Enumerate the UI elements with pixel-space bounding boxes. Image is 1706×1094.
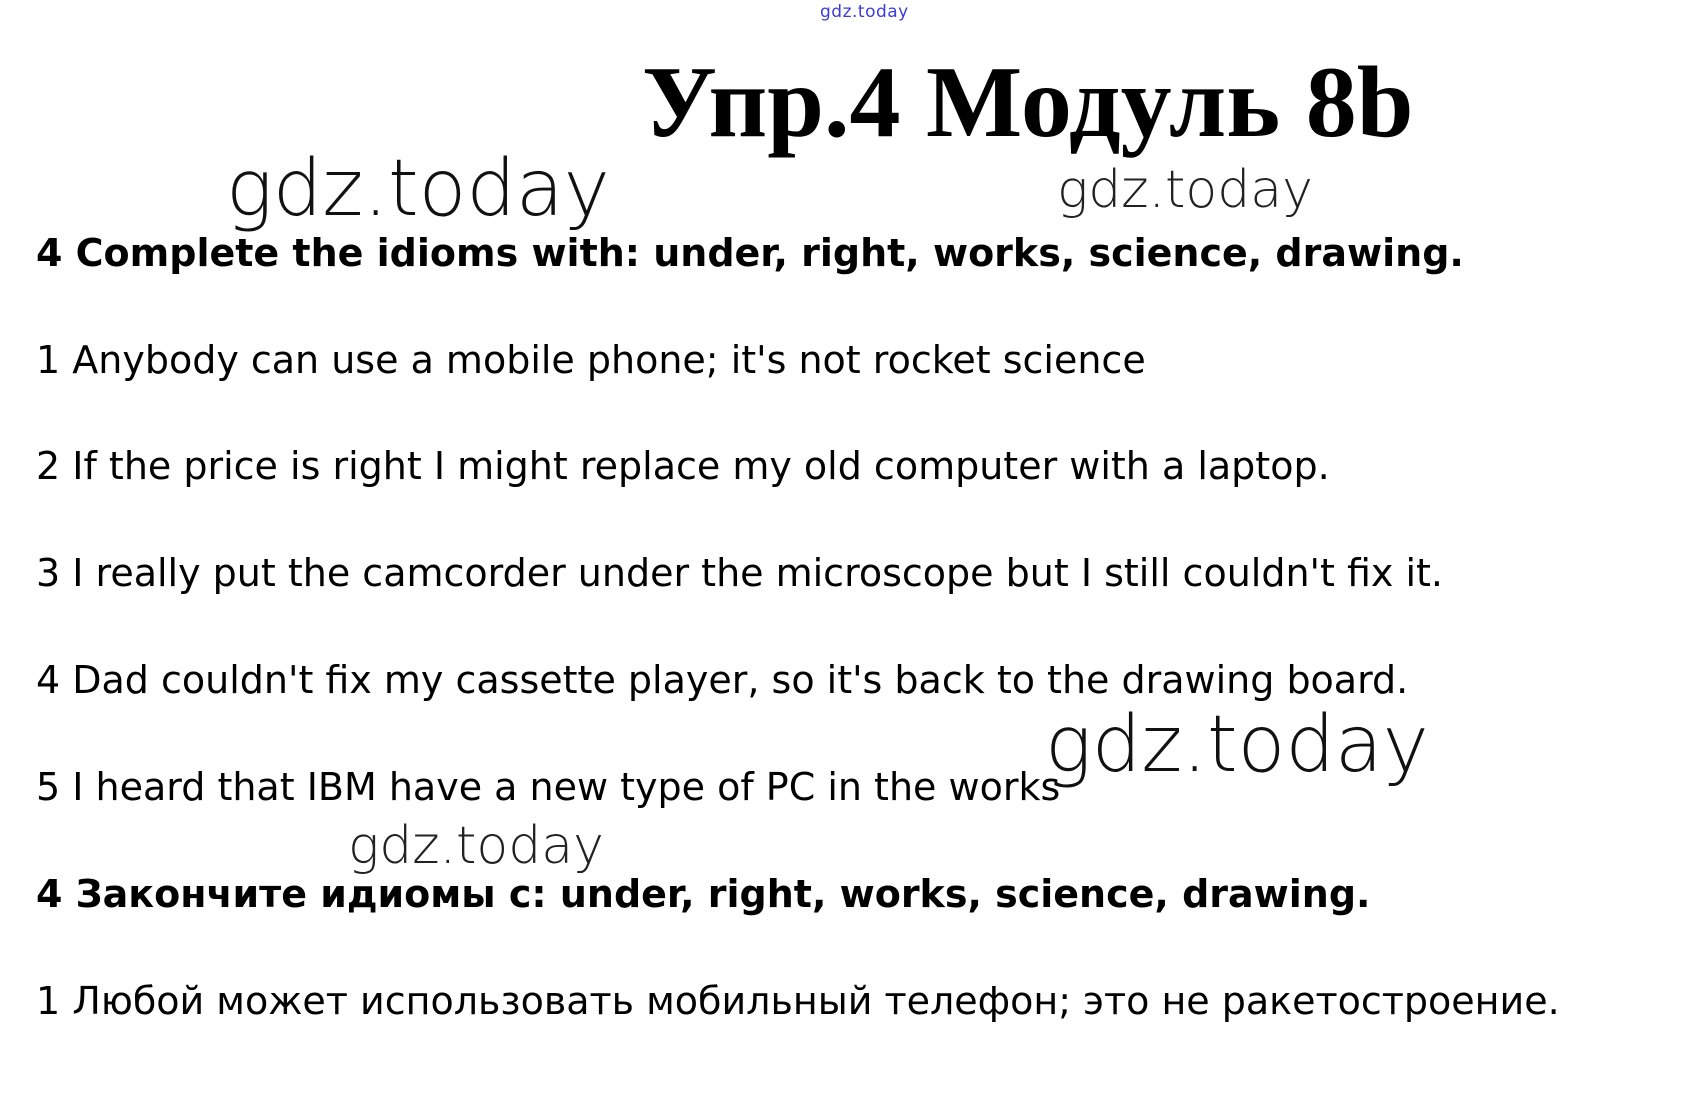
exercise-item-en: 3 I really put the camcorder under the microscope but I still couldn't fix it. <box>36 551 1444 595</box>
watermark: gdz.today <box>1045 700 1429 790</box>
exercise-item-en: 2 If the price is right I might replace my old computer with a laptop. <box>36 444 1330 488</box>
exercise-item-en: 4 Dad couldn't fix my cassette player, so it's back to the drawing board. <box>36 658 1409 702</box>
exercise-item-en: 5 I heard that IBM have a new type of PC in the works <box>36 765 1061 809</box>
exercise-heading-ru: 4 Закончите идиомы с: under, right, works, science, drawing. <box>36 872 1371 916</box>
watermark-top: gdz.today <box>820 2 909 22</box>
watermark: gdz.today <box>348 816 604 876</box>
exercise-item-en: 1 Anybody can use a mobile phone; it's not rocket science <box>36 338 1146 382</box>
page-title: Упр.4 Модуль 8b <box>642 46 1414 159</box>
watermark: gdz.today <box>226 144 610 234</box>
exercise-item-ru: 1 Любой может использовать мобильный телефон; это не ракетостроение. <box>36 979 1560 1023</box>
exercise-heading-en: 4 Complete the idioms with: under, right, works, science, drawing. <box>36 231 1464 275</box>
watermark: gdz.today <box>1057 160 1313 220</box>
